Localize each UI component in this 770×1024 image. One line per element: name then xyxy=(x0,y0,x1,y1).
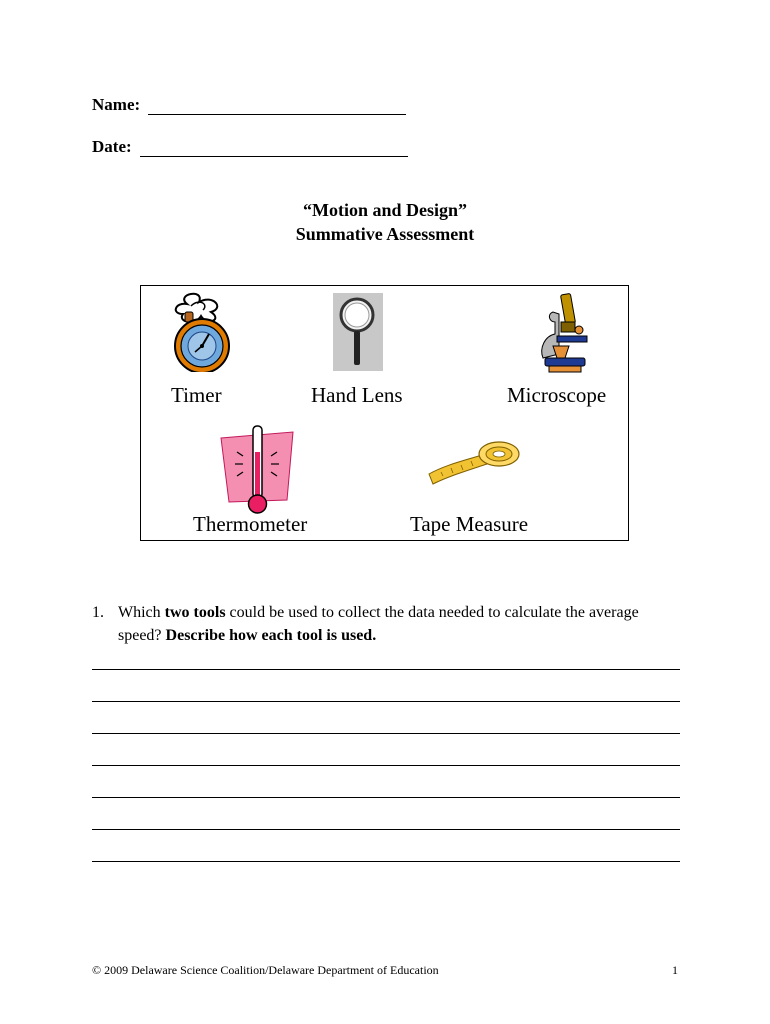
hand-lens-icon xyxy=(333,293,383,371)
answer-line[interactable] xyxy=(92,861,680,862)
answer-line[interactable] xyxy=(92,765,680,766)
answer-line[interactable] xyxy=(92,733,680,734)
tools-box xyxy=(140,285,629,541)
timer-icon xyxy=(165,292,235,372)
question-emphasis-1: two tools xyxy=(164,604,226,621)
answer-line[interactable] xyxy=(92,797,680,798)
microscope-label: Microscope xyxy=(507,383,607,407)
page-title: “Motion and Design” xyxy=(302,200,468,220)
tape-measure-label: Tape Measure xyxy=(410,512,529,536)
page-number: 1 xyxy=(672,963,678,977)
question-text-part-2: could be used to collect the data needed to calculate the average speed? xyxy=(118,604,639,644)
answer-line[interactable] xyxy=(92,701,680,702)
microscope-icon xyxy=(535,292,595,378)
question-emphasis-2: Describe how each tool is used. xyxy=(165,627,377,644)
question-number: 1. xyxy=(92,604,104,621)
answer-line[interactable] xyxy=(92,829,680,830)
thermometer-icon xyxy=(219,424,295,516)
page-subtitle: Summative Assessment xyxy=(295,224,475,244)
thermometer-label: Thermometer xyxy=(193,512,308,536)
timer-label: Timer xyxy=(171,383,222,407)
date-label: Date: xyxy=(92,137,132,156)
date-field xyxy=(92,137,408,157)
date-blank-line[interactable] xyxy=(140,140,408,157)
question-text-part-1: Which xyxy=(118,604,165,621)
name-label: Name: xyxy=(92,95,141,114)
name-blank-line[interactable] xyxy=(148,98,406,115)
hand-lens-label: Hand Lens xyxy=(311,383,403,407)
question-text xyxy=(118,601,678,647)
footer-copyright: © 2009 Delaware Science Coalition/Delaware Department of Education xyxy=(92,963,439,977)
name-field xyxy=(92,95,406,115)
tape-measure-icon xyxy=(427,436,523,492)
answer-line[interactable] xyxy=(92,669,680,670)
